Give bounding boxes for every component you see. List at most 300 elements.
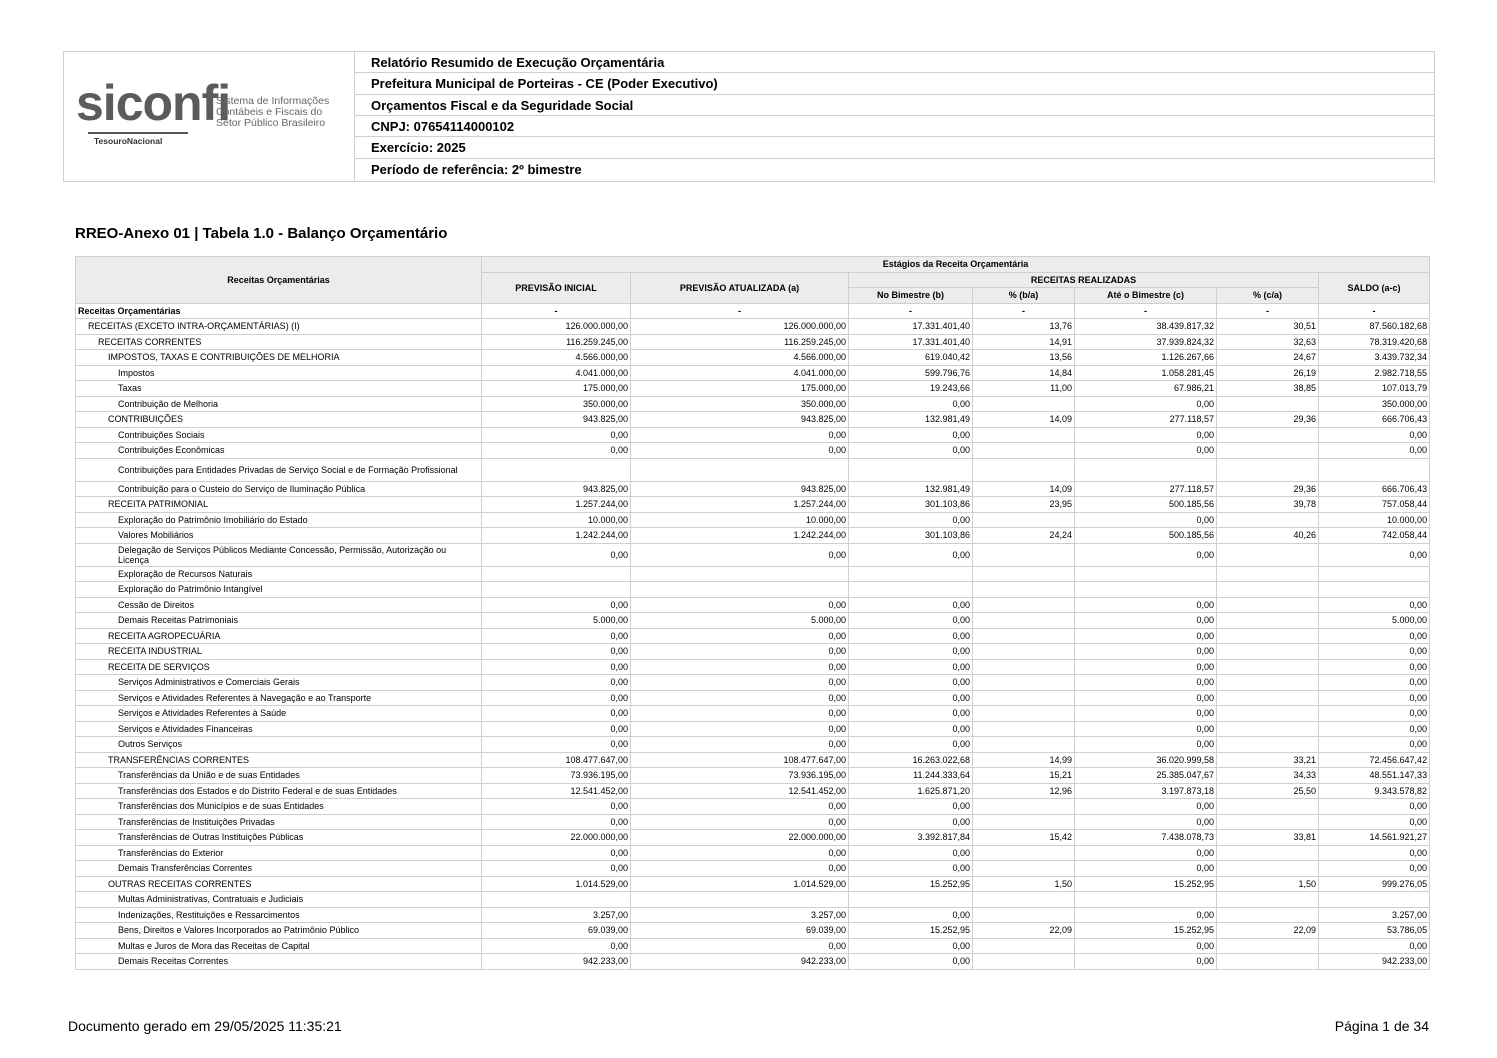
row-value [1075,458,1217,481]
row-value [1217,396,1319,412]
row-value: 277.118,57 [1075,481,1217,497]
row-value [973,861,1075,877]
row-value: 0,00 [1319,628,1430,644]
row-value: 10.000,00 [631,512,849,528]
table-row [76,427,1430,443]
row-value: 0,00 [1319,938,1430,954]
row-value: 350.000,00 [482,396,631,412]
row-value: 87.560.182,68 [1319,319,1430,335]
table-row [76,334,1430,350]
table-row [76,752,1430,768]
row-value: 942.233,00 [1319,954,1430,970]
row-value: 1.014.529,00 [631,876,849,892]
row-value: 12,96 [973,783,1075,799]
row-value: 2.982.718,55 [1319,365,1430,381]
row-value [973,628,1075,644]
row-label: Bens, Direitos e Valores Incorporados ao Patrimônio Público [76,923,482,939]
row-value: 40,26 [1217,528,1319,544]
row-value: 126.000.000,00 [482,319,631,335]
row-value [631,458,849,481]
row-value: 0,00 [631,597,849,613]
row-value: 10.000,00 [1319,512,1430,528]
table-row [76,566,1430,582]
row-value: 23,95 [973,497,1075,513]
row-value: 1.257.244,00 [631,497,849,513]
row-label: CONTRIBUIÇÕES [76,412,482,428]
row-value [1319,566,1430,582]
row-value: 17.331.401,40 [849,334,973,350]
row-value: 3.197.873,18 [1075,783,1217,799]
row-value: 0,00 [631,861,849,877]
row-value: 0,00 [849,845,973,861]
row-value: 10.000,00 [482,512,631,528]
row-value: 301.103,86 [849,528,973,544]
row-value: 22,09 [973,923,1075,939]
row-value: 15.252,95 [849,876,973,892]
row-value: 0,00 [849,644,973,660]
logo-sub-line: Contábeis e Fiscais do [216,106,323,118]
row-value: 4.566.000,00 [482,350,631,366]
row-value [1217,721,1319,737]
table-row [76,319,1430,335]
row-value: 0,00 [1075,512,1217,528]
row-value: 0,00 [631,721,849,737]
row-value: 0,00 [1319,427,1430,443]
row-label: Receitas Orçamentárias [76,303,482,319]
header-line: Orçamentos Fiscal e da Seguridade Social [355,95,1434,116]
row-value: 78.319.420,68 [1319,334,1430,350]
row-value: 1.242.244,00 [631,528,849,544]
row-label: Demais Receitas Patrimoniais [76,613,482,629]
row-value: 301.103,86 [849,497,973,513]
row-value: 0,00 [1075,845,1217,861]
row-value [849,458,973,481]
row-value [973,938,1075,954]
row-value [1319,892,1430,908]
col-header-pct-ca: % (c/a) [1217,288,1319,304]
row-value: 22.000.000,00 [631,830,849,846]
row-value: 0,00 [631,659,849,675]
row-label: RECEITA PATRIMONIAL [76,497,482,513]
col-header-ate-bimestre: Até o Bimestre (c) [1075,288,1217,304]
row-value: 0,00 [1319,597,1430,613]
row-value: 0,00 [849,543,973,566]
row-value [973,799,1075,815]
row-value: 0,00 [631,443,849,459]
row-value: 3.392.817,84 [849,830,973,846]
row-value: 3.257,00 [1319,907,1430,923]
row-value: 33,21 [1217,752,1319,768]
table-row [76,481,1430,497]
row-value [1217,907,1319,923]
row-value: 126.000.000,00 [631,319,849,335]
row-value: 0,00 [1075,443,1217,459]
logo-subtitle [216,96,329,129]
row-value: 5.000,00 [631,613,849,629]
row-value [973,706,1075,722]
row-value: 0,00 [1319,675,1430,691]
col-header-no-bimestre: No Bimestre (b) [849,288,973,304]
row-value: - [631,303,849,319]
row-value: - [1319,303,1430,319]
row-value: 0,00 [631,737,849,753]
row-value: 5.000,00 [482,613,631,629]
row-value: 7.438.078,73 [1075,830,1217,846]
row-value: 0,00 [1075,814,1217,830]
row-value [1217,566,1319,582]
row-value: 1,50 [1217,876,1319,892]
row-value [973,659,1075,675]
row-value: 14.561.921,27 [1319,830,1430,846]
row-label: Transferências do Exterior [76,845,482,861]
table-row [76,799,1430,815]
row-value: 0,00 [1319,659,1430,675]
row-value [1319,582,1430,598]
row-value: 0,00 [849,907,973,923]
row-value: 29,36 [1217,481,1319,497]
col-header-saldo: SALDO (a-c) [1319,272,1430,303]
header-line: Relatório Resumido de Execução Orçamentária [355,52,1434,73]
row-value [1217,443,1319,459]
row-value: 942.233,00 [631,954,849,970]
row-label: RECEITAS (EXCETO INTRA-ORÇAMENTÁRIAS) (I) [76,319,482,335]
row-value: 0,00 [849,396,973,412]
row-value: 0,00 [1075,675,1217,691]
row-value: 22.000.000,00 [482,830,631,846]
row-value: 0,00 [1319,814,1430,830]
row-value: 72.456.647,42 [1319,752,1430,768]
row-value [849,566,973,582]
row-value: 25,50 [1217,783,1319,799]
section-title: RREO-Anexo 01 | Tabela 1.0 - Balanço Orçamentário [75,225,448,242]
row-value: 0,00 [631,543,849,566]
row-value: 599.796,76 [849,365,973,381]
row-value [973,597,1075,613]
col-header-pct-ba: % (b/a) [973,288,1075,304]
row-value: 0,00 [849,861,973,877]
row-value: 14,09 [973,412,1075,428]
row-value: 0,00 [631,799,849,815]
row-value: 39,78 [1217,497,1319,513]
row-value: - [482,303,631,319]
row-value: 30,51 [1217,319,1319,335]
row-value [482,582,631,598]
row-value: 0,00 [849,938,973,954]
logo-sub-line: Setor Público Brasileiro [216,117,326,129]
row-value: 0,00 [482,706,631,722]
row-value: 757.058,44 [1319,497,1430,513]
row-value [1217,938,1319,954]
row-value: 33,81 [1217,830,1319,846]
row-value: 0,00 [849,814,973,830]
row-value: 0,00 [1319,644,1430,660]
row-value [849,582,973,598]
row-value [1217,799,1319,815]
row-value: 0,00 [849,690,973,706]
row-value: 0,00 [1075,427,1217,443]
row-value [1217,845,1319,861]
row-value [1217,628,1319,644]
row-value: 175.000,00 [631,381,849,397]
row-value: 37.939.824,32 [1075,334,1217,350]
row-value: 742.058,44 [1319,528,1430,544]
row-value: 0,00 [849,613,973,629]
row-value: 38,85 [1217,381,1319,397]
row-value: 0,00 [1075,659,1217,675]
row-value: 0,00 [482,427,631,443]
row-label: Serviços Administrativos e Comerciais Gerais [76,675,482,691]
row-value [849,892,973,908]
row-value: 14,84 [973,365,1075,381]
row-value [1217,892,1319,908]
row-value [482,892,631,908]
row-value: 0,00 [849,954,973,970]
row-value: 0,00 [849,512,973,528]
row-label: IMPOSTOS, TAXAS E CONTRIBUIÇÕES DE MELHORIA [76,350,482,366]
row-value: 0,00 [1075,706,1217,722]
row-label: RECEITA DE SERVIÇOS [76,659,482,675]
table-row [76,737,1430,753]
balanco-orcamentario-table [75,256,1430,970]
row-value: 619.040,42 [849,350,973,366]
row-label: Contribuições para Entidades Privadas de Serviço Social e de Formação Profissional [76,458,482,481]
table-row [76,512,1430,528]
table-row [76,528,1430,544]
row-value: 0,00 [849,721,973,737]
table-row [76,303,1430,319]
logo-wordmark: siconfi [76,75,231,131]
header-line: Período de referência: 2º bimestre [371,161,582,177]
row-label: Outros Serviços [76,737,482,753]
row-label: Multas e Juros de Mora das Receitas de Capital [76,938,482,954]
table-row [76,350,1430,366]
row-value: 1.058.281,45 [1075,365,1217,381]
row-value [1217,690,1319,706]
row-value [1217,512,1319,528]
row-value [973,907,1075,923]
table-row [76,628,1430,644]
table-row [76,954,1430,970]
row-value [1217,427,1319,443]
row-value: 0,00 [631,938,849,954]
row-value [1075,582,1217,598]
row-value: 9.343.578,82 [1319,783,1430,799]
row-label: Serviços e Atividades Referentes à Saúde [76,706,482,722]
row-value [973,690,1075,706]
row-label: Indenizações, Restituições e Ressarcimentos [76,907,482,923]
row-value: 132.981,49 [849,412,973,428]
row-value [1075,566,1217,582]
row-value: 0,00 [482,721,631,737]
row-value: 24,24 [973,528,1075,544]
row-value: 36.020.999,58 [1075,752,1217,768]
row-value [631,566,849,582]
row-label: Contribuição de Melhoria [76,396,482,412]
row-value: 5.000,00 [1319,613,1430,629]
row-value [973,458,1075,481]
row-value: - [849,303,973,319]
row-value: 0,00 [1075,597,1217,613]
row-value: 0,00 [482,861,631,877]
header-line: Prefeitura Municipal de Porteiras - CE (Poder Executivo) [355,73,1434,94]
row-value: 16.263.022,68 [849,752,973,768]
row-value: 0,00 [1075,861,1217,877]
row-value: 0,00 [482,597,631,613]
row-label: Delegação de Serviços Públicos Mediante Concessão, Permissão, Autorização ou Licença [76,543,482,566]
row-value: 0,00 [849,659,973,675]
row-value: 350.000,00 [631,396,849,412]
row-value: 350.000,00 [1319,396,1430,412]
table-row [76,412,1430,428]
tesouro-nacional-label: TesouroNacional [94,136,163,146]
row-value: 13,76 [973,319,1075,335]
col-header-receitas: Receitas Orçamentárias [76,257,482,304]
row-value: 0,00 [631,814,849,830]
table-row [76,938,1430,954]
row-value: 17.331.401,40 [849,319,973,335]
row-value: 0,00 [482,938,631,954]
row-value: 34,33 [1217,768,1319,784]
table-row [76,365,1430,381]
row-value: 0,00 [1319,737,1430,753]
row-value: 0,00 [1075,737,1217,753]
table-row [76,597,1430,613]
row-value: 29,36 [1217,412,1319,428]
row-label: Transferências de Outras Instituições Públicas [76,830,482,846]
row-value: 11,00 [973,381,1075,397]
page-number: Página 1 de 34 [1334,1018,1429,1034]
row-label: TRANSFERÊNCIAS CORRENTES [76,752,482,768]
table-row [76,706,1430,722]
row-value [973,814,1075,830]
row-value [1217,861,1319,877]
row-value: 0,00 [1075,613,1217,629]
row-value: 0,00 [482,659,631,675]
row-value: 15.252,95 [1075,876,1217,892]
row-value [973,892,1075,908]
row-value: 22,09 [1217,923,1319,939]
row-value: 0,00 [482,814,631,830]
row-value: 0,00 [1319,706,1430,722]
row-value: 132.981,49 [849,481,973,497]
col-header-previsao-inicial: PREVISÃO INICIAL [482,272,631,303]
row-value: 0,00 [1075,690,1217,706]
row-value [973,543,1075,566]
row-value: 116.259.245,00 [631,334,849,350]
row-value: 69.039,00 [631,923,849,939]
table-row [76,892,1430,908]
logo-rule [88,132,188,134]
row-label: Multas Administrativas, Contratuais e Judiciais [76,892,482,908]
table-row [76,443,1430,459]
row-value: 0,00 [1319,543,1430,566]
row-value: 0,00 [1075,721,1217,737]
row-value: 69.039,00 [482,923,631,939]
row-value: 0,00 [631,644,849,660]
row-value: 53.786,05 [1319,923,1430,939]
report-header [63,51,1435,182]
row-label: Valores Mobiliários [76,528,482,544]
row-value: 3.439.732,34 [1319,350,1430,366]
row-label: Cessão de Direitos [76,597,482,613]
row-value: 0,00 [1319,690,1430,706]
row-label: RECEITA AGROPECUÁRIA [76,628,482,644]
row-value: 666.706,43 [1319,481,1430,497]
row-value: - [973,303,1075,319]
row-value [482,566,631,582]
row-label: Transferências de Instituições Privadas [76,814,482,830]
row-value: 107.013,79 [1319,381,1430,397]
row-value [1217,458,1319,481]
row-value [973,427,1075,443]
row-value: 0,00 [631,845,849,861]
table-row [76,381,1430,397]
row-label: RECEITAS CORRENTES [76,334,482,350]
row-value [631,582,849,598]
row-value: 12.541.452,00 [482,783,631,799]
row-label: Contribuições Sociais [76,427,482,443]
row-value: 0,00 [849,628,973,644]
row-label: RECEITA INDUSTRIAL [76,644,482,660]
row-value: 25.385.047,67 [1075,768,1217,784]
row-value: 0,00 [482,628,631,644]
row-value: 15,42 [973,830,1075,846]
row-value: 15,21 [973,768,1075,784]
row-label: Impostos [76,365,482,381]
row-value: 1.257.244,00 [482,497,631,513]
row-value [1217,644,1319,660]
table-row [76,458,1430,481]
row-value: 0,00 [1319,861,1430,877]
row-value: - [1217,303,1319,319]
row-value: 14,91 [973,334,1075,350]
row-value: 12.541.452,00 [631,783,849,799]
row-value: 0,00 [631,706,849,722]
row-value [973,675,1075,691]
row-value: 0,00 [482,737,631,753]
row-label: Demais Transferências Correntes [76,861,482,877]
table-row [76,814,1430,830]
row-value [1217,582,1319,598]
row-value [1217,543,1319,566]
table-row [76,721,1430,737]
row-value: 0,00 [849,675,973,691]
row-value [973,582,1075,598]
row-value: 116.259.245,00 [482,334,631,350]
row-label: Exploração de Recursos Naturais [76,566,482,582]
row-value: 1,50 [973,876,1075,892]
row-value [631,892,849,908]
row-value: 0,00 [849,737,973,753]
table-row [76,861,1430,877]
row-value: 13,56 [973,350,1075,366]
row-value: - [1075,303,1217,319]
table-row [76,768,1430,784]
row-value: 0,00 [631,690,849,706]
row-value: 277.118,57 [1075,412,1217,428]
row-value: 0,00 [482,543,631,566]
row-value: 1.126.267,66 [1075,350,1217,366]
table-row [76,830,1430,846]
row-value: 14,09 [973,481,1075,497]
row-value: 73.936.195,00 [482,768,631,784]
row-label: Exploração do Patrimônio Intangível [76,582,482,598]
row-value: 1.625.871,20 [849,783,973,799]
row-value: 0,00 [1319,799,1430,815]
row-label: OUTRAS RECEITAS CORRENTES [76,876,482,892]
row-value: 15.252,95 [1075,923,1217,939]
col-header-previsao-atualizada: PREVISÃO ATUALIZADA (a) [631,272,849,303]
